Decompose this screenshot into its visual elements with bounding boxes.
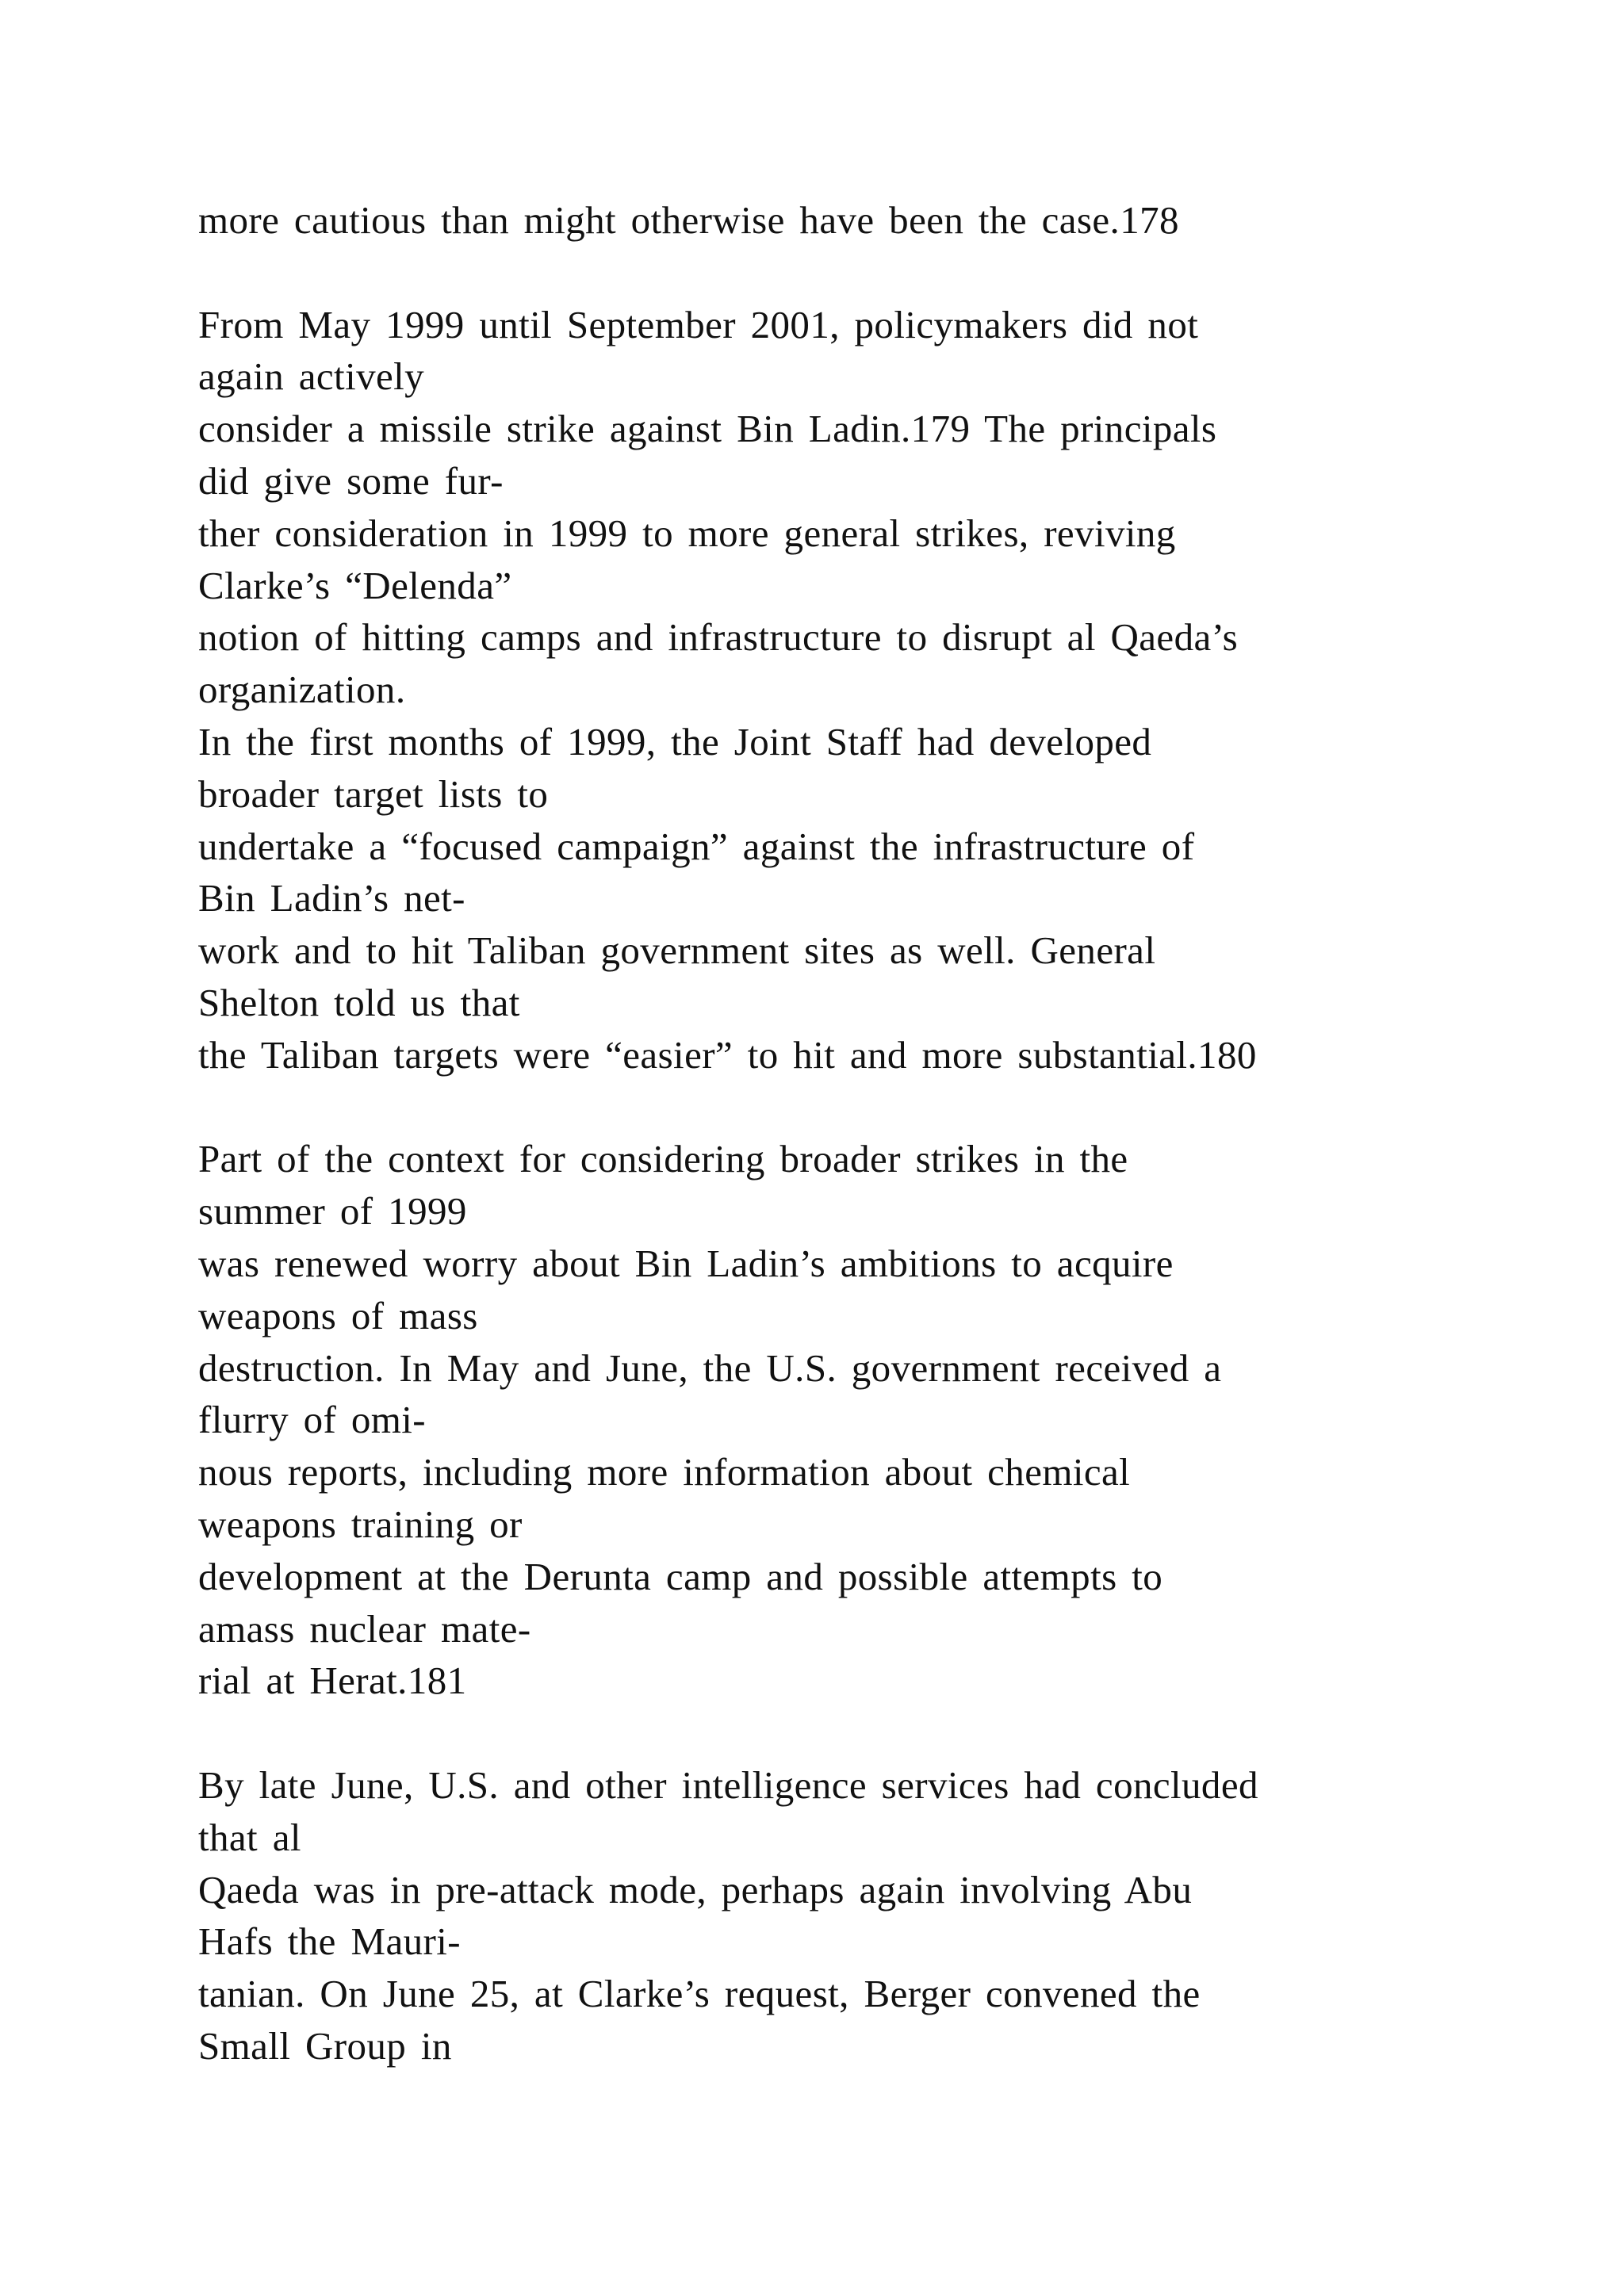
text-line: development at the Derunta camp and possible attempts to <box>198 1554 1163 1598</box>
text-line: Small Group in <box>198 2023 452 2068</box>
text-line: was renewed worry about Bin Ladin’s ambitions to acquire <box>198 1241 1174 1285</box>
text-line: the Taliban targets were “easier” to hit and more substantial.180 <box>198 1032 1257 1077</box>
paragraph-gap <box>198 247 1546 299</box>
text-line: Bin Ladin’s net- <box>198 876 465 920</box>
text-line: Clarke’s “Delenda” <box>198 563 512 607</box>
text-line: did give some fur- <box>198 458 504 503</box>
text-line: nous reports, including more information about chemical <box>198 1450 1131 1494</box>
text-line: destruction. In May and June, the U.S. government received a <box>198 1345 1222 1390</box>
text-line: weapons of mass <box>198 1293 478 1337</box>
document-text-body <box>198 194 1546 2072</box>
text-line: summer of 1999 <box>198 1189 467 1234</box>
text-line: Qaeda was in pre-attack mode, perhaps again involving Abu <box>198 1867 1193 1911</box>
text-line: consider a missile strike against Bin Ladin.179 The principals <box>198 407 1217 451</box>
text-line: amass nuclear mate- <box>198 1606 531 1651</box>
text-line: more cautious than might otherwise have been the case.178 <box>198 198 1179 242</box>
paragraph <box>198 194 1546 247</box>
paragraph <box>198 1759 1546 2072</box>
text-line: By late June, U.S. and other intelligence services had concluded <box>198 1762 1258 1807</box>
text-line: rial at Herat.181 <box>198 1659 467 1703</box>
text-line: Hafs the Mauri- <box>198 1919 461 1964</box>
text-line: notion of hitting camps and infrastructure to disrupt al Qaeda’s <box>198 615 1239 660</box>
text-line: broader target lists to <box>198 771 549 816</box>
text-line: work and to hit Taliban government sites as well. General <box>198 928 1156 973</box>
paragraph <box>198 1133 1546 1707</box>
paragraph-gap <box>198 1081 1546 1134</box>
text-line: organization. <box>198 668 406 712</box>
text-line: In the first months of 1999, the Joint Staff had developed <box>198 719 1152 763</box>
text-line: flurry of omi- <box>198 1398 427 1442</box>
text-line: Part of the context for considering broader strikes in the <box>198 1137 1128 1181</box>
text-line: undertake a “focused campaign” against the infrastructure of <box>198 824 1195 868</box>
text-line: From May 1999 until September 2001, policymakers did not <box>198 302 1199 346</box>
paragraph <box>198 299 1546 1081</box>
text-line: ther consideration in 1999 to more general strikes, reviving <box>198 511 1176 555</box>
paragraph-gap <box>198 1707 1546 1759</box>
text-line: Shelton told us that <box>198 980 520 1024</box>
text-line: again actively <box>198 354 425 399</box>
text-line: that al <box>198 1815 301 1859</box>
text-line: tanian. On June 25, at Clarke’s request, Berger convened the <box>198 1972 1201 2016</box>
text-line: weapons training or <box>198 1502 523 1546</box>
